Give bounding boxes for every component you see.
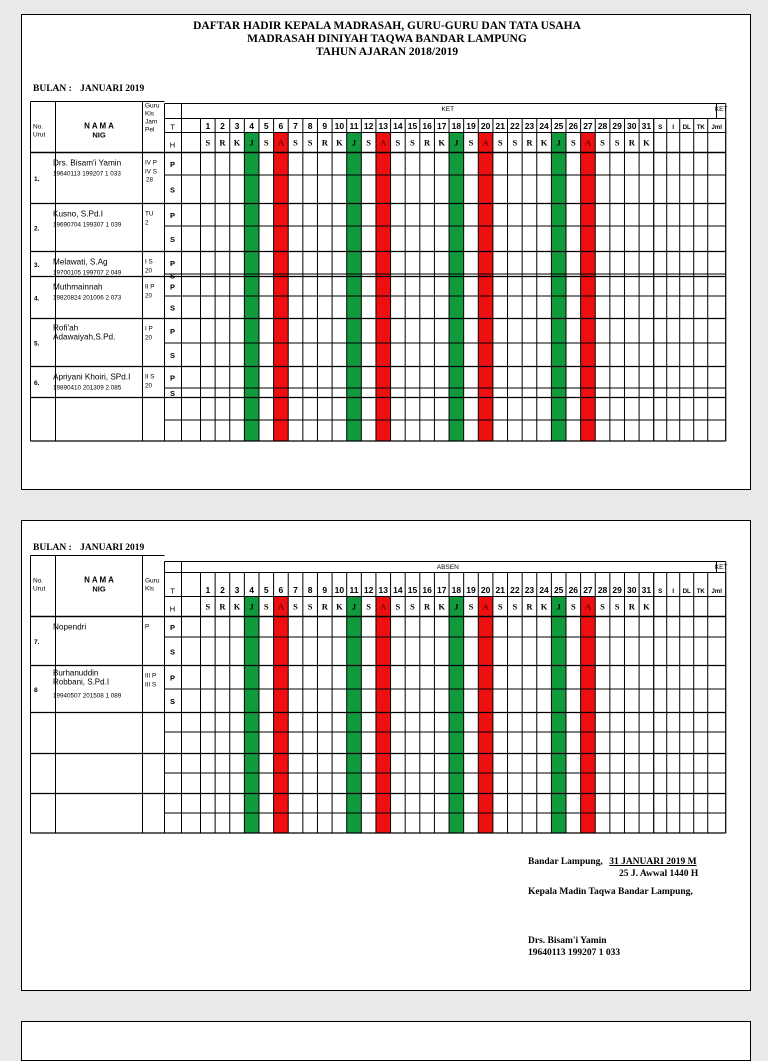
header-h: H: [169, 140, 176, 150]
day-letter: S: [468, 601, 474, 612]
day-number: 16: [422, 121, 432, 131]
day-number: 26: [568, 121, 579, 131]
day-letter: S: [512, 601, 518, 612]
attendance-sheet-2: [21, 520, 751, 991]
row-p-label: P: [169, 258, 176, 268]
day-number: 21: [495, 121, 505, 131]
header-no-urut: No.: [33, 577, 44, 585]
day-number: 4: [249, 121, 255, 131]
header-guru: Pel: [145, 126, 155, 134]
day-letter: R: [628, 137, 635, 148]
teacher-no: 1.: [34, 176, 40, 183]
attendance-table-1: [22, 15, 752, 491]
day-number: 20: [480, 585, 491, 595]
row-p-label: P: [169, 326, 176, 336]
signature-block: [528, 856, 743, 959]
day-number: 2: [220, 585, 225, 595]
signature-date-hijri: 25 J. Awwal 1440 H: [619, 869, 699, 879]
day-letter: R: [628, 601, 635, 612]
summary-col-label: I: [672, 589, 675, 595]
summary-col-label: TK: [696, 589, 705, 595]
day-number: 11: [349, 121, 359, 131]
day-letter: S: [570, 137, 576, 148]
day-number: 8: [307, 121, 313, 131]
teacher-nig: 19690704 199307 1 039: [53, 221, 122, 229]
day-letter: A: [277, 601, 284, 612]
day-letter: S: [570, 601, 576, 612]
row-p-label: P: [169, 673, 176, 683]
friday-column-highlight: [244, 133, 259, 442]
day-number: 10: [334, 121, 345, 131]
day-letter: R: [219, 137, 226, 148]
header-nama-nig: NIG: [92, 130, 106, 140]
friday-column-highlight: [551, 597, 566, 834]
day-number: 27: [583, 121, 593, 131]
day-number: 21: [495, 585, 505, 595]
teacher-nig: 19640113 199207 1 033: [53, 170, 121, 178]
teacher-guru-p: I S: [145, 258, 153, 266]
teacher-no: 7.: [34, 639, 40, 646]
teacher-nig: 19890410 201309 2 085: [53, 384, 122, 392]
day-letter: A: [380, 601, 387, 612]
row-s-label: S: [169, 388, 176, 398]
teacher-name: Burhanuddin Robbani, S.Pd.I: [53, 668, 110, 687]
day-number: 15: [407, 585, 418, 595]
header-t: T: [170, 122, 175, 132]
teacher-no: 2.: [34, 225, 40, 233]
day-number: 25: [553, 121, 564, 131]
row-s-label: S: [169, 696, 176, 706]
day-number: 2: [220, 121, 225, 131]
day-letter: S: [497, 137, 503, 148]
day-number: 12: [363, 585, 374, 595]
teacher-guru-p: IV P: [145, 159, 157, 167]
day-letter: K: [438, 137, 446, 148]
summary-col-label: DL: [682, 125, 691, 131]
day-letter: A: [482, 137, 489, 148]
day-letter: J: [249, 601, 254, 612]
teacher-name: Apriyani Khoiri, SPd.I: [53, 372, 131, 382]
day-number: 22: [510, 121, 520, 131]
sunday-column-highlight: [581, 133, 596, 442]
day-letter: A: [584, 601, 592, 612]
day-number: 31: [641, 585, 652, 595]
header-guru: Kls: [145, 110, 155, 118]
teacher-no: 6.: [34, 380, 40, 387]
teacher-guru-p: II P: [145, 283, 155, 291]
day-number: 1: [205, 585, 211, 595]
day-letter: K: [233, 137, 241, 148]
day-letter: J: [249, 137, 254, 148]
attendance-sheet-3: [21, 1021, 751, 1061]
day-letter: S: [293, 137, 298, 148]
header-guru: Jam: [145, 118, 158, 126]
teacher-name: Melawati, S.Ag: [53, 257, 108, 267]
teacher-no: 4.: [34, 295, 40, 303]
friday-column-highlight: [347, 597, 362, 834]
day-letter: K: [540, 601, 548, 612]
sunday-column-highlight: [581, 597, 596, 834]
day-number: 4: [249, 585, 255, 595]
day-letter: K: [643, 601, 650, 612]
teacher-name: Nopendri: [53, 622, 87, 632]
day-number: 30: [627, 121, 637, 131]
row-p-label: P: [169, 282, 176, 292]
row-s-label: S: [169, 303, 176, 313]
teacher-guru-s: 20: [145, 267, 153, 275]
day-letter: R: [321, 601, 328, 612]
day-number: 6: [278, 121, 284, 131]
sunday-column-highlight: [274, 597, 289, 834]
day-number: 30: [627, 585, 637, 595]
friday-column-highlight: [244, 597, 259, 834]
day-letter: S: [395, 601, 401, 612]
summary-col-label: Jml: [711, 589, 722, 595]
signature-position: Kepala Madin Taqwa Bandar Lampung,: [528, 887, 693, 897]
row-p-label: P: [169, 210, 176, 220]
group-label: KET: [441, 106, 455, 113]
header-t: T: [170, 586, 175, 596]
day-letter: S: [263, 601, 269, 612]
header-guru: Guru: [145, 577, 160, 585]
day-letter: J: [351, 137, 357, 148]
day-letter: R: [526, 137, 533, 148]
day-number: 5: [263, 585, 269, 595]
day-number: 13: [378, 585, 388, 595]
teacher-name: Muthmainnah: [53, 282, 103, 292]
teacher-name: Kusno, S.Pd.I: [53, 209, 104, 219]
month-label-text: BULAN :: [33, 543, 72, 553]
day-number: 11: [349, 585, 359, 595]
signature-date-line: [528, 856, 743, 868]
day-number: 18: [451, 585, 462, 595]
day-letter: S: [497, 601, 503, 612]
day-number: 28: [597, 585, 608, 595]
day-number: 9: [322, 121, 328, 131]
header-h: H: [169, 604, 176, 614]
summary-col-label: Jml: [711, 125, 722, 131]
row-p-label: P: [169, 622, 176, 632]
day-letter: S: [395, 137, 401, 148]
day-letter: S: [410, 137, 415, 148]
row-s-label: S: [169, 234, 176, 244]
header-nama-nig: N A M A: [84, 575, 114, 585]
day-number: 14: [393, 585, 403, 595]
teacher-jam: 28: [146, 176, 154, 184]
day-number: 19: [466, 121, 476, 131]
teacher-guru-p: II S: [145, 373, 155, 381]
signature-date-masehi: 31 JANUARI 2019 M: [609, 857, 697, 867]
day-letter: S: [307, 601, 313, 612]
day-letter: K: [336, 137, 343, 148]
sheet-title-line-1: DAFTAR HADIR KEPALA MADRASAH, GURU-GURU DAN TATA USAHA: [193, 20, 581, 32]
day-letter: S: [366, 137, 371, 148]
teacher-nig: 19700105 199707 2 049: [53, 269, 122, 277]
day-number: 25: [553, 585, 564, 595]
day-letter: S: [205, 601, 211, 612]
day-number: 6: [278, 585, 284, 595]
friday-column-highlight: [449, 597, 464, 834]
teacher-guru-p: III P: [145, 672, 157, 680]
day-letter: S: [614, 137, 620, 148]
row-s-label: S: [169, 647, 176, 657]
sunday-column-highlight: [376, 133, 391, 442]
month-label-text: BULAN :: [33, 84, 72, 94]
sunday-column-highlight: [478, 133, 493, 442]
sunday-column-highlight: [274, 133, 289, 442]
teacher-name: Rofi'ah Adawaiyah,S.Pd.: [53, 323, 116, 342]
day-number: 7: [293, 121, 298, 131]
summary-col-label: DL: [682, 589, 691, 595]
day-letter: A: [277, 137, 284, 148]
day-letter: J: [454, 137, 459, 148]
day-number: 19: [466, 585, 476, 595]
day-number: 14: [393, 121, 403, 131]
group-label: ABSEN: [436, 564, 459, 571]
teacher-guru-p: TU: [145, 210, 154, 218]
day-number: 24: [539, 121, 549, 131]
day-letter: K: [233, 601, 241, 612]
day-letter: S: [263, 137, 269, 148]
day-number: 23: [524, 585, 535, 595]
teacher-guru-p: P: [145, 623, 150, 631]
day-letter: S: [205, 137, 211, 148]
day-letter: S: [614, 601, 620, 612]
day-number: 29: [612, 121, 622, 131]
day-letter: S: [600, 137, 605, 148]
attendance-sheet-1: [21, 14, 751, 490]
day-letter: S: [307, 137, 313, 148]
day-letter: R: [321, 137, 328, 148]
day-number: 3: [234, 121, 240, 131]
teacher-guru-s: IV S: [145, 168, 157, 176]
header-no-urut: Urut: [33, 585, 46, 593]
teacher-guru-s: III S: [145, 681, 157, 689]
day-letter: A: [380, 137, 387, 148]
teacher-no: 8: [34, 687, 38, 694]
header-guru: Guru: [145, 102, 160, 110]
day-number: 27: [583, 585, 593, 595]
day-letter: S: [410, 601, 415, 612]
day-letter: K: [336, 601, 343, 612]
day-letter: R: [526, 601, 533, 612]
summary-col-label: I: [672, 125, 675, 131]
day-letter: A: [584, 137, 592, 148]
teacher-name: Drs. Bisam'i Yamin: [53, 158, 122, 168]
signature-place: Bandar Lampung,: [528, 857, 603, 867]
day-letter: K: [438, 601, 446, 612]
day-number: 12: [363, 121, 374, 131]
friday-column-highlight: [551, 133, 566, 442]
friday-column-highlight: [449, 133, 464, 442]
header-nama-nig: NIG: [92, 584, 106, 594]
day-number: 24: [539, 585, 549, 595]
summary-col-label: S: [658, 589, 663, 595]
day-number: 5: [263, 121, 269, 131]
teacher-guru-s: 20: [145, 292, 153, 300]
day-letter: J: [454, 601, 459, 612]
day-number: 22: [510, 585, 520, 595]
teacher-guru-p: I P: [145, 325, 153, 333]
teacher-guru-s: 20: [145, 382, 153, 390]
teacher-no: 3.: [34, 262, 40, 269]
day-number: 15: [407, 121, 418, 131]
day-number: 29: [612, 585, 622, 595]
day-number: 10: [334, 585, 345, 595]
month-value: JANUARI 2019: [80, 84, 145, 94]
day-number: 28: [597, 121, 608, 131]
signature-name: Drs. Bisam'i Yamin: [528, 936, 607, 946]
day-letter: J: [556, 601, 561, 612]
day-number: 13: [378, 121, 388, 131]
row-s-label: S: [169, 350, 176, 360]
sunday-column-highlight: [376, 597, 391, 834]
day-number: 18: [451, 121, 462, 131]
day-letter: R: [424, 601, 431, 612]
day-letter: J: [351, 601, 357, 612]
day-letter: S: [468, 137, 474, 148]
teacher-guru-s: 20: [145, 334, 153, 342]
row-p-label: P: [169, 373, 176, 383]
signature-nig: 19640113 199207 1 033: [528, 948, 621, 958]
header-no-urut: Urut: [33, 131, 46, 139]
day-number: 20: [480, 121, 491, 131]
month-value: JANUARI 2019: [80, 543, 145, 553]
day-number: 17: [436, 121, 447, 131]
day-letter: R: [424, 137, 431, 148]
header-nama-nig: N A M A: [84, 121, 114, 131]
day-letter: A: [482, 601, 489, 612]
row-s-label: S: [169, 185, 176, 195]
ket-label: KET: [714, 564, 728, 571]
day-letter: S: [512, 137, 518, 148]
summary-col-label: S: [658, 125, 663, 131]
sheet-title-line-3: TAHUN AJARAN 2018/2019: [315, 46, 459, 58]
day-number: 9: [322, 585, 328, 595]
ket-label: KET: [714, 106, 728, 113]
day-number: 1: [205, 121, 211, 131]
day-letter: R: [219, 601, 226, 612]
sunday-column-highlight: [478, 597, 493, 834]
friday-column-highlight: [347, 133, 362, 442]
teacher-nig: 19940507 201508 1 089: [53, 692, 122, 700]
day-letter: J: [556, 137, 561, 148]
day-number: 31: [641, 121, 652, 131]
sheet-title-line-2: MADRASAH DINIYAH TAQWA BANDAR LAMPUNG: [247, 33, 527, 45]
day-letter: K: [540, 137, 548, 148]
teacher-no: 5.: [34, 340, 40, 348]
day-number: 16: [422, 585, 432, 595]
row-s-label: S: [169, 271, 176, 281]
day-letter: S: [366, 601, 371, 612]
day-number: 17: [436, 585, 447, 595]
teacher-nig: 19820824 201006 2 073: [53, 294, 122, 302]
teacher-guru-s: 2: [145, 219, 149, 227]
row-p-label: P: [169, 159, 176, 169]
day-number: 26: [568, 585, 579, 595]
day-number: 23: [524, 121, 535, 131]
day-number: 7: [293, 585, 298, 595]
day-number: 3: [234, 585, 240, 595]
day-letter: S: [293, 601, 298, 612]
day-number: 8: [307, 585, 313, 595]
header-no-urut: No.: [33, 123, 44, 131]
day-letter: K: [643, 137, 650, 148]
summary-col-label: TK: [696, 125, 705, 131]
day-letter: S: [600, 601, 605, 612]
header-guru: Kls: [145, 585, 155, 593]
